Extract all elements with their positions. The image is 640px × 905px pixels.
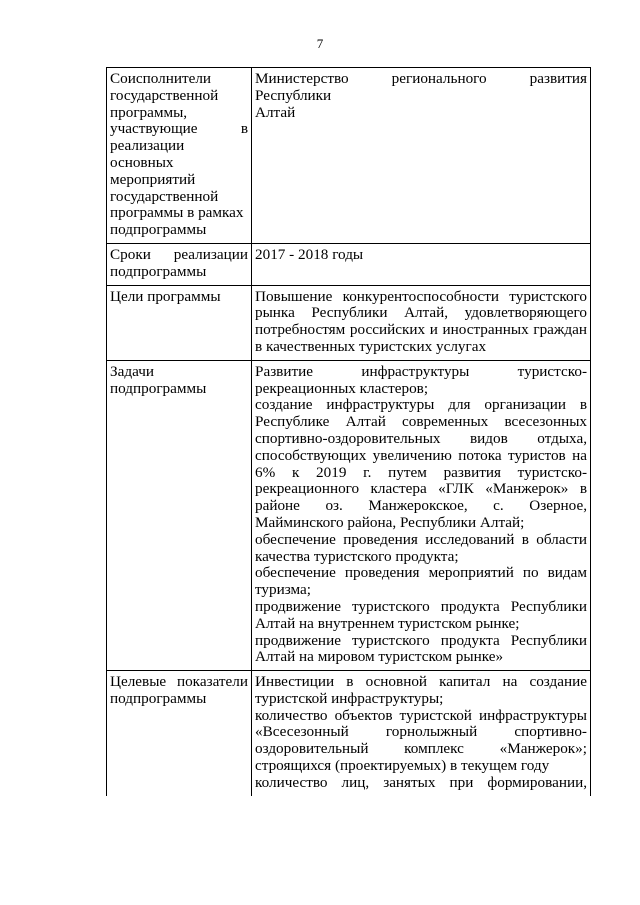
row-label-tasks xyxy=(107,360,252,670)
row-label-indicators xyxy=(107,671,252,796)
subprogram-passport-table xyxy=(106,67,591,796)
value-line: рекреационного кластера «ГЛК «Манжерок» в xyxy=(255,480,587,498)
value-line: продвижение туристского продукта Республики xyxy=(255,631,587,649)
label-line: мероприятий xyxy=(110,170,196,188)
value-line: туризма; xyxy=(255,581,312,599)
value-line: способствующих увеличению потока туристов на xyxy=(255,446,587,464)
value-line: рынка Республики Алтай, удовлетворяющего xyxy=(255,304,587,322)
value-line: строящихся (проектируемых) в текущем году xyxy=(255,757,550,775)
page-number: 7 xyxy=(316,36,324,51)
label-line: основных xyxy=(110,153,174,171)
row-value-timeline xyxy=(252,243,591,285)
row-value-goals xyxy=(252,285,591,360)
value-line: продвижение туристского продукта Республики xyxy=(255,597,587,615)
row-label-timeline xyxy=(107,243,252,285)
label-line: реализации xyxy=(110,137,185,155)
value-line: количество лиц, занятых при формировании, xyxy=(255,773,587,791)
value-line: создание инфраструктуры для организации в xyxy=(255,396,587,414)
row-value-tasks xyxy=(252,360,591,670)
table-row xyxy=(107,68,591,244)
value-line: Министерство регионального развития Республики xyxy=(255,70,587,104)
value-line: спортивно-оздоровительных видов отдыха, xyxy=(255,429,587,447)
value-line: Развитие инфраструктуры туристско- xyxy=(255,362,587,380)
value-line: количество объектов туристской инфраструктуры xyxy=(255,706,587,724)
row-value-coexecutors xyxy=(252,68,591,244)
value-line: Повышение конкурентоспособности туристского xyxy=(255,287,587,305)
value-line: 6% к 2019 г. путем развития туристско- xyxy=(255,463,587,481)
label-line: программы в рамках xyxy=(110,204,244,222)
row-label-coexecutors xyxy=(107,68,252,244)
label-line: подпрограммы xyxy=(110,379,207,397)
value-line: в качественных туристских услугах xyxy=(255,337,487,355)
label-line: государственной xyxy=(110,86,219,104)
value-line: 2017 - 2018 годы xyxy=(255,245,364,263)
value-line: обеспечение проведения мероприятий по видам xyxy=(255,564,587,582)
label-line: Целевые показатели xyxy=(110,673,248,691)
value-line: потребностям российских и иностранных граждан xyxy=(255,321,587,339)
value-line: туристской инфраструктуры; xyxy=(255,689,444,707)
value-line: Алтай xyxy=(255,103,296,121)
value-line: Майминского района, Республики Алтай; xyxy=(255,513,525,531)
row-label-goals xyxy=(107,285,252,360)
label-line: государственной xyxy=(110,187,219,205)
label-line: программы, xyxy=(110,103,188,121)
label-line: Задачи xyxy=(110,362,154,380)
value-line: Республике Алтай современных всесезонных xyxy=(255,413,587,431)
value-line: обеспечение проведения исследований в области xyxy=(255,530,587,548)
label-line: Соисполнители xyxy=(110,70,212,87)
value-line: районе оз. Манжерокское, с. Озерное, xyxy=(255,497,587,515)
table-row xyxy=(107,671,591,796)
table-row xyxy=(107,285,591,360)
label-line: Цели программы xyxy=(110,287,221,305)
label-line: Сроки реализации xyxy=(110,245,248,263)
label-line: подпрограммы xyxy=(110,689,207,707)
label-line: подпрограммы xyxy=(110,221,207,239)
value-line: оздоровительный комплекс «Манжерок»; xyxy=(255,740,587,758)
value-line: рекреационных кластеров; xyxy=(255,379,429,397)
label-line: участвующие в xyxy=(110,120,248,138)
value-line: «Всесезонный горнолыжный спортивно- xyxy=(255,723,587,741)
value-line: качества туристского продукта; xyxy=(255,547,459,565)
table-row xyxy=(107,243,591,285)
row-value-indicators xyxy=(252,671,591,796)
table-row xyxy=(107,360,591,670)
value-line: Алтай на мировом туристском рынке» xyxy=(255,648,504,666)
value-line: Алтай на внутреннем туристском рынке; xyxy=(255,614,520,632)
value-line: Инвестиции в основной капитал на создание xyxy=(255,673,587,691)
label-line: подпрограммы xyxy=(110,262,207,280)
